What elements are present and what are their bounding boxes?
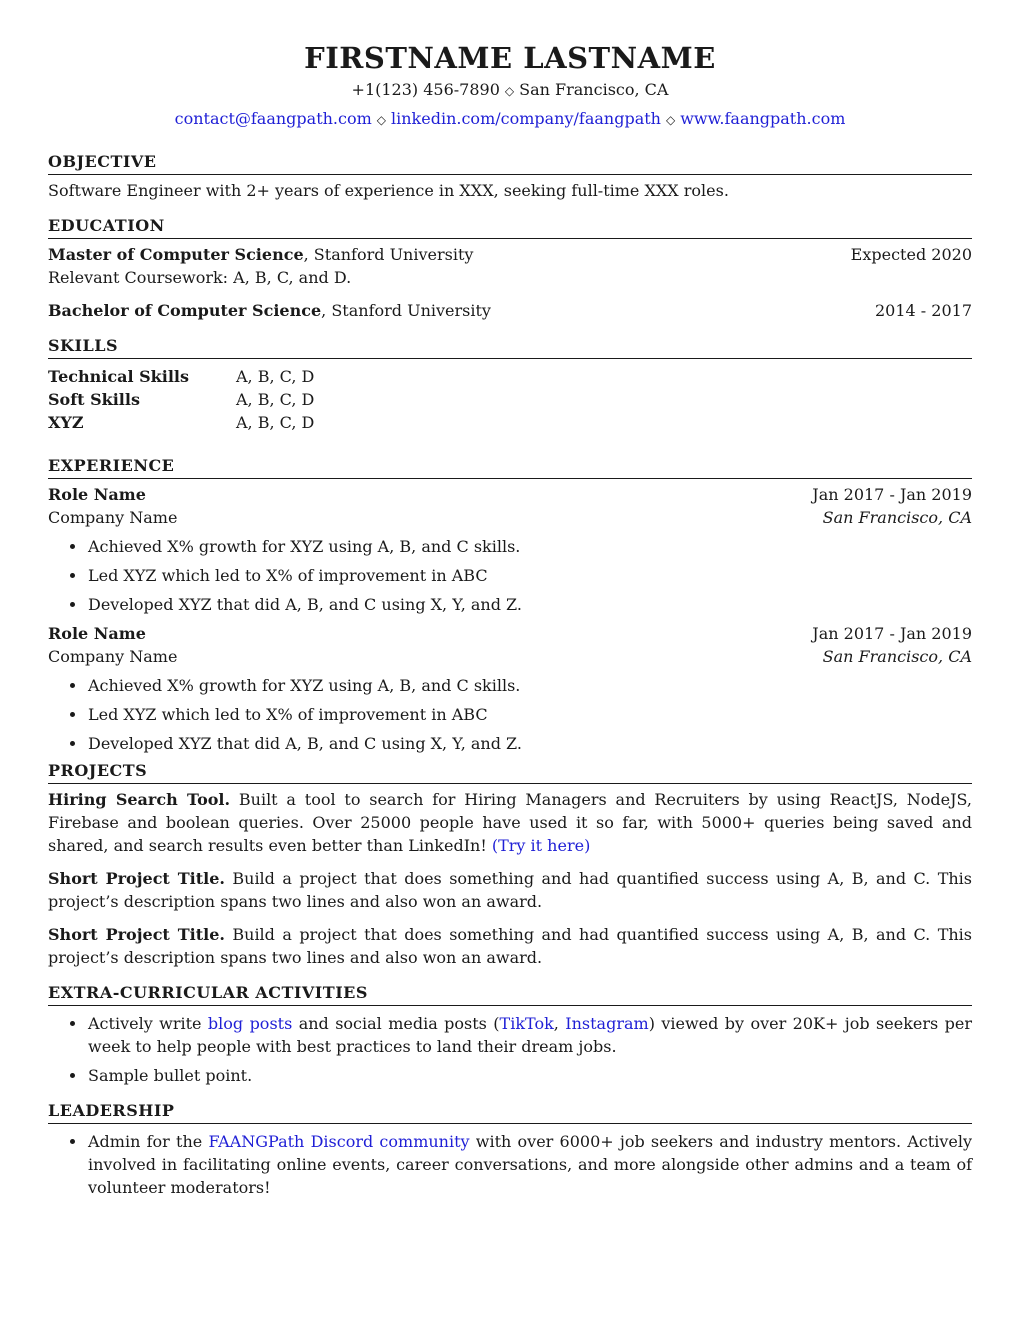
contact-line-2 [48,107,972,132]
diamond-separator-icon: ◇ [504,84,515,98]
objective-text: Software Engineer with 2+ years of experience in XXX, seeking full-time XXX roles. [48,181,729,200]
role-name: Role Name [48,485,146,504]
extracurricular-bullets [48,1012,972,1087]
extracurricular-section [48,983,972,1087]
text-fragment: , [553,1014,566,1033]
resume-page [48,40,972,1205]
skill-value: A, B, C, D [236,390,315,409]
project-name: Short Project Title. [48,925,225,944]
section-title: PROJECTS [48,761,972,784]
education-entry [48,299,972,322]
leadership-section [48,1101,972,1199]
education-section [48,216,972,322]
degree: Master of Computer Science [48,245,304,264]
skill-value: A, B, C, D [236,413,315,432]
skill-row [48,388,314,411]
section-title: SKILLS [48,336,972,359]
text-fragment: and social media posts ( [292,1014,500,1033]
text-fragment: Admin for the [88,1132,209,1151]
discord-community-link[interactable]: FAANGPath Discord community [208,1132,470,1151]
text-fragment: ) viewed by over 20K+ job seekers per week to help people with best practices to land their dream jobs. [88,1014,973,1056]
skills-section [48,336,972,434]
company-name: Company Name [48,647,178,666]
list-item [88,1012,972,1058]
skills-table [48,365,314,434]
list-item: Developed XYZ that did A, B, and C using X, Y, and Z. [88,593,972,616]
experience-section [48,456,972,755]
skill-row [48,365,314,388]
skill-label: Technical Skills [48,367,189,386]
contact-line-1 [48,78,972,103]
experience-bullets [48,535,972,616]
leadership-bullets [48,1130,972,1199]
section-title: OBJECTIVE [48,152,972,175]
try-it-link[interactable]: (Try it here) [491,836,591,855]
school: , Stanford University [321,301,491,320]
skill-label: XYZ [48,413,84,432]
diamond-separator-icon: ◇ [665,113,676,127]
list-item: Developed XYZ that did A, B, and C using X, Y, and Z. [88,732,972,755]
role-dates: Jan 2017 - Jan 2019 [812,624,972,643]
blog-posts-link[interactable]: blog posts [207,1014,293,1033]
role-dates: Jan 2017 - Jan 2019 [812,485,972,504]
project-entry [48,867,972,913]
project-description: Build a project that does something and had quantified success using A, B, and C. This project’s description spans two lines and also won an award. [48,925,972,967]
linkedin-link[interactable]: linkedin.com/company/faangpath [391,109,661,128]
degree: Bachelor of Computer Science [48,301,322,320]
experience-bullets [48,674,972,755]
section-title: EDUCATION [48,216,972,239]
instagram-link[interactable]: Instagram [565,1014,649,1033]
text-fragment: with over 6000+ job seekers and industry mentors. Actively involved in facilitating online events, career conversations, and more alongside other admins and a team of volunteer moderators! [88,1132,972,1197]
project-description: Built a tool to search for Hiring Managers and Recruiters by using ReactJS, NodeJS, Firebase and boolean queries. Over 25000 people have used it so far, with 5000+ queries being saved and shared, and search results even better than LinkedIn! [48,790,972,855]
school: , Stanford University [303,245,474,264]
role-name: Role Name [48,624,146,643]
email-link[interactable]: contact@faangpath.com [174,109,372,128]
section-title: LEADERSHIP [48,1101,972,1124]
education-date: 2014 - 2017 [874,301,972,320]
company-location: San Francisco, CA [822,647,972,666]
skill-label: Soft Skills [48,390,140,409]
skill-value: A, B, C, D [236,367,315,386]
website-link[interactable]: www.faangpath.com [680,109,846,128]
education-entry [48,243,972,289]
projects-section [48,761,972,969]
experience-entry [48,622,972,755]
candidate-name: FIRSTNAME LASTNAME [304,41,716,75]
list-item: Achieved X% growth for XYZ using A, B, and C skills. [88,674,972,697]
section-title: EXPERIENCE [48,456,972,479]
resume-header [48,40,972,132]
project-description: Build a project that does something and had quantified success using A, B, and C. This project’s description spans two lines and also won an award. [48,869,972,911]
skill-row [48,411,314,434]
list-item: Led XYZ which led to X% of improvement in ABC [88,703,972,726]
coursework: Relevant Coursework: A, B, C, and D. [48,268,352,287]
location: San Francisco, CA [519,80,669,99]
company-name: Company Name [48,508,178,527]
text-fragment: Actively write [88,1014,208,1033]
list-item: Led XYZ which led to X% of improvement in ABC [88,564,972,587]
project-name: Hiring Search Tool. [48,790,231,809]
phone: +1(123) 456-7890 [351,80,500,99]
list-item [88,1130,972,1199]
list-item: Achieved X% growth for XYZ using A, B, and C skills. [88,535,972,558]
experience-entry [48,483,972,616]
tiktok-link[interactable]: TikTok [499,1014,554,1033]
project-entry [48,923,972,969]
project-name: Short Project Title. [48,869,225,888]
objective-section [48,152,972,202]
diamond-separator-icon: ◇ [376,113,387,127]
section-title: EXTRA-CURRICULAR ACTIVITIES [48,983,972,1006]
project-entry [48,788,972,857]
company-location: San Francisco, CA [822,508,972,527]
education-date: Expected 2020 [850,245,972,264]
list-item: Sample bullet point. [88,1064,972,1087]
